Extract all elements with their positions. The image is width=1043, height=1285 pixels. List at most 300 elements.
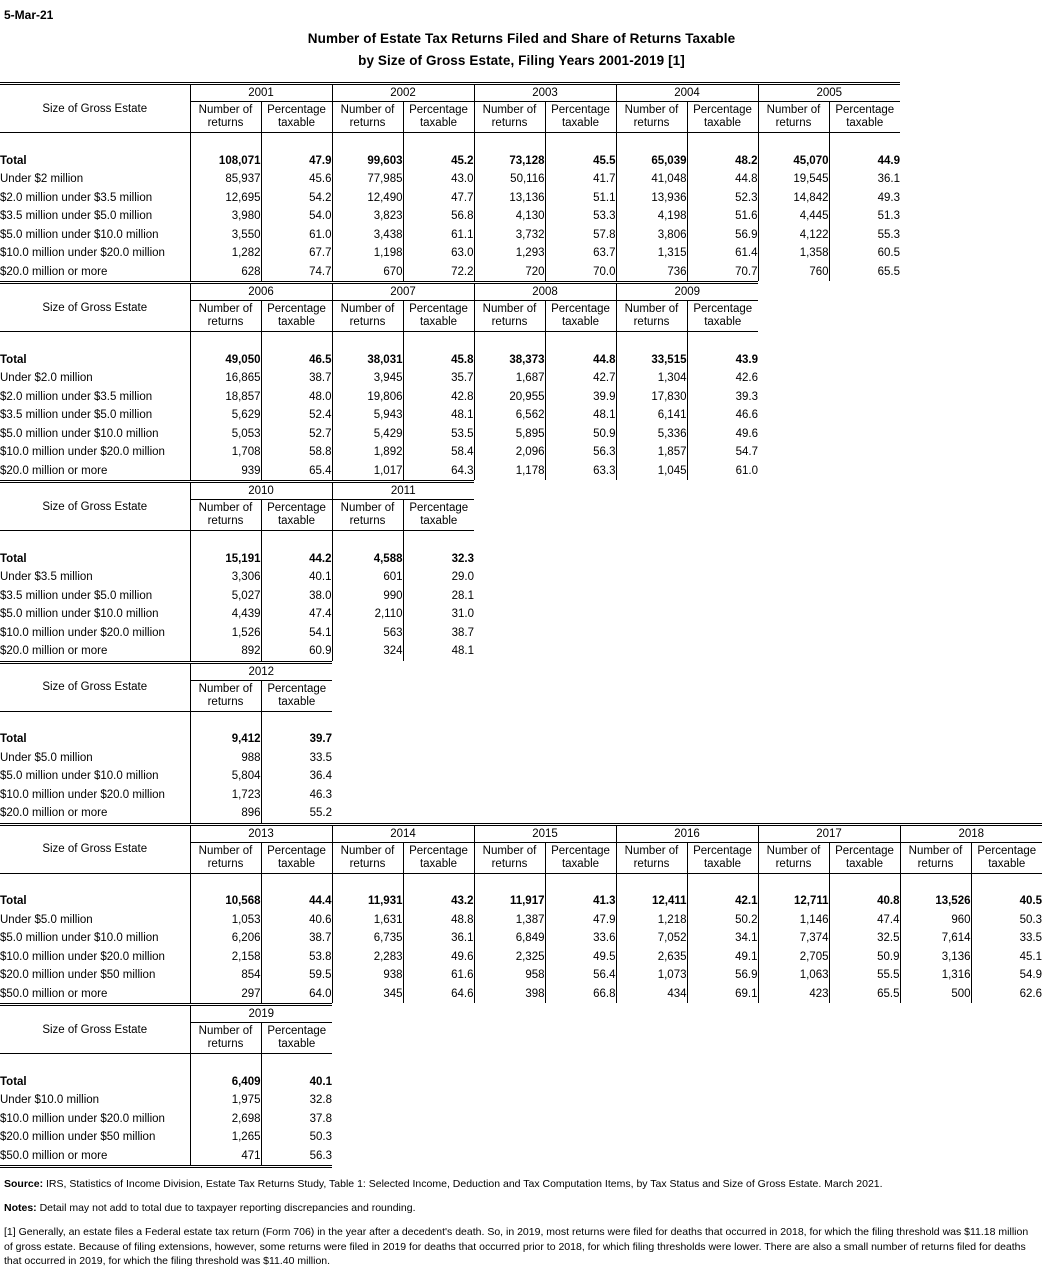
cell-percentage-taxable: 50.3 <box>261 1128 332 1147</box>
cell-number-of-returns: 5,804 <box>190 767 261 786</box>
cell-percentage-taxable: 57.8 <box>545 226 616 245</box>
cell-number-of-returns: 19,545 <box>758 170 829 189</box>
table-row <box>0 1128 332 1147</box>
cell-number-of-returns: 1,631 <box>332 911 403 930</box>
col-header-number-of-returns: Number of returns <box>758 842 829 873</box>
cell-percentage-taxable: 32.5 <box>829 929 900 948</box>
cell-number-of-returns: 12,490 <box>332 189 403 208</box>
cell-percentage-taxable: 44.2 <box>261 550 332 569</box>
cell-percentage-taxable: 61.1 <box>403 226 474 245</box>
cell-number-of-returns: 108,071 <box>190 152 261 171</box>
spacer-cell <box>474 873 545 892</box>
row-label: $20.0 million or more <box>0 804 190 823</box>
cell-percentage-taxable: 38.7 <box>261 929 332 948</box>
year-header-2012: 2012 <box>190 662 332 680</box>
row-label: Under $3.5 million <box>0 568 190 587</box>
spacer-cell <box>616 133 687 152</box>
cell-percentage-taxable: 48.1 <box>403 642 474 661</box>
table-row <box>0 351 758 370</box>
cell-number-of-returns: 988 <box>190 749 261 768</box>
document-date: 5-Mar-21 <box>4 8 54 22</box>
source-text: IRS, Statistics of Income Division, Estate Tax Returns Study, Table 1: Selected Income, Deduction and Tax Computation Items, by Tax Status and Size of Gross Estate. March 2021. <box>43 1178 883 1190</box>
year-header-row <box>0 662 332 680</box>
table-row <box>0 587 474 606</box>
cell-percentage-taxable: 32.3 <box>403 550 474 569</box>
cell-percentage-taxable: 39.3 <box>687 388 758 407</box>
cell-number-of-returns: 2,705 <box>758 948 829 967</box>
cell-percentage-taxable: 54.9 <box>971 966 1042 985</box>
year-header-2018: 2018 <box>900 824 1042 842</box>
year-header-2005: 2005 <box>758 84 900 102</box>
cell-percentage-taxable: 58.8 <box>261 443 332 462</box>
cell-percentage-taxable: 64.6 <box>403 985 474 1004</box>
spacer-cell <box>474 133 545 152</box>
row-label: $5.0 million under $10.0 million <box>0 226 190 245</box>
cell-percentage-taxable: 60.9 <box>261 642 332 661</box>
cell-number-of-returns: 960 <box>900 911 971 930</box>
cell-percentage-taxable: 47.9 <box>545 911 616 930</box>
cell-number-of-returns: 6,409 <box>190 1073 261 1092</box>
cell-number-of-returns: 3,136 <box>900 948 971 967</box>
cell-percentage-taxable: 54.2 <box>261 189 332 208</box>
cell-number-of-returns: 10,568 <box>190 892 261 911</box>
spacer-cell <box>261 133 332 152</box>
col-header-percentage-taxable: Percentage taxable <box>261 842 332 873</box>
table-row <box>0 767 332 786</box>
cell-number-of-returns: 1,316 <box>900 966 971 985</box>
row-label: Total <box>0 730 190 749</box>
cell-number-of-returns: 12,411 <box>616 892 687 911</box>
col-header-percentage-taxable: Percentage taxable <box>403 842 474 873</box>
cell-percentage-taxable: 45.5 <box>545 152 616 171</box>
cell-number-of-returns: 15,191 <box>190 550 261 569</box>
cell-percentage-taxable: 50.2 <box>687 911 758 930</box>
cell-number-of-returns: 38,031 <box>332 351 403 370</box>
cell-percentage-taxable: 53.8 <box>261 948 332 967</box>
table-row <box>0 1073 332 1092</box>
cell-number-of-returns: 14,842 <box>758 189 829 208</box>
table-row <box>0 152 900 171</box>
spacer-cell <box>616 873 687 892</box>
row-label: Under $2 million <box>0 170 190 189</box>
col-header-percentage-taxable: Percentage taxable <box>971 842 1042 873</box>
spacer-cell <box>758 133 829 152</box>
cell-number-of-returns: 1,045 <box>616 462 687 481</box>
cell-percentage-taxable: 58.4 <box>403 443 474 462</box>
spacer-cell <box>332 332 403 351</box>
cell-number-of-returns: 760 <box>758 263 829 282</box>
cell-percentage-taxable: 72.2 <box>403 263 474 282</box>
year-header-2015: 2015 <box>474 824 616 842</box>
cell-number-of-returns: 13,526 <box>900 892 971 911</box>
spacer-cell <box>687 332 758 351</box>
cell-number-of-returns: 4,198 <box>616 207 687 226</box>
year-header-2003: 2003 <box>474 84 616 102</box>
row-header-label: Size of Gross Estate <box>0 482 190 531</box>
cell-number-of-returns: 1,017 <box>332 462 403 481</box>
cell-percentage-taxable: 54.7 <box>687 443 758 462</box>
spacer-cell <box>261 1054 332 1073</box>
cell-percentage-taxable: 44.4 <box>261 892 332 911</box>
row-label: $20.0 million or more <box>0 263 190 282</box>
cell-number-of-returns: 50,116 <box>474 170 545 189</box>
spacer-cell <box>403 133 474 152</box>
row-header-label: Size of Gross Estate <box>0 824 190 873</box>
row-label: $10.0 million under $20.0 million <box>0 786 190 805</box>
cell-percentage-taxable: 60.5 <box>829 244 900 263</box>
row-label: $20.0 million or more <box>0 642 190 661</box>
cell-number-of-returns: 1,304 <box>616 369 687 388</box>
cell-percentage-taxable: 61.0 <box>261 226 332 245</box>
spacer-cell <box>190 1054 261 1073</box>
cell-percentage-taxable: 55.3 <box>829 226 900 245</box>
year-block-table <box>0 480 474 661</box>
cell-percentage-taxable: 48.0 <box>261 388 332 407</box>
table-row <box>0 1091 332 1110</box>
cell-percentage-taxable: 34.1 <box>687 929 758 948</box>
cell-number-of-returns: 6,562 <box>474 406 545 425</box>
cell-number-of-returns: 3,550 <box>190 226 261 245</box>
spacer-cell <box>900 873 971 892</box>
row-label: Total <box>0 1073 190 1092</box>
col-header-percentage-taxable: Percentage taxable <box>545 301 616 332</box>
title-line-2: by Size of Gross Estate, Filing Years 2001-2019 [1] <box>358 53 685 68</box>
cell-percentage-taxable: 28.1 <box>403 587 474 606</box>
row-header-label: Size of Gross Estate <box>0 283 190 332</box>
cell-percentage-taxable: 51.1 <box>545 189 616 208</box>
row-label: $20.0 million under $50 million <box>0 1128 190 1147</box>
col-header-percentage-taxable: Percentage taxable <box>261 301 332 332</box>
cell-percentage-taxable: 41.7 <box>545 170 616 189</box>
cell-number-of-returns: 563 <box>332 624 403 643</box>
cell-number-of-returns: 1,282 <box>190 244 261 263</box>
col-header-number-of-returns: Number of returns <box>616 301 687 332</box>
table-row <box>0 804 332 823</box>
year-header-2016: 2016 <box>616 824 758 842</box>
spacer-cell <box>0 873 190 892</box>
spacer-cell <box>545 332 616 351</box>
cell-number-of-returns: 6,206 <box>190 929 261 948</box>
cell-percentage-taxable: 29.0 <box>403 568 474 587</box>
cell-number-of-returns: 938 <box>332 966 403 985</box>
row-label: $50.0 million or more <box>0 1147 190 1167</box>
cell-number-of-returns: 2,635 <box>616 948 687 967</box>
col-header-percentage-taxable: Percentage taxable <box>261 500 332 531</box>
cell-number-of-returns: 11,931 <box>332 892 403 911</box>
col-header-number-of-returns: Number of returns <box>332 301 403 332</box>
cell-percentage-taxable: 50.3 <box>971 911 1042 930</box>
cell-number-of-returns: 3,732 <box>474 226 545 245</box>
cell-percentage-taxable: 63.0 <box>403 244 474 263</box>
cell-number-of-returns: 628 <box>190 263 261 282</box>
spacer-cell <box>971 873 1042 892</box>
cell-percentage-taxable: 44.8 <box>545 351 616 370</box>
table-row <box>0 369 758 388</box>
cell-percentage-taxable: 38.0 <box>261 587 332 606</box>
table-row <box>0 605 474 624</box>
cell-percentage-taxable: 42.1 <box>687 892 758 911</box>
col-header-number-of-returns: Number of returns <box>474 842 545 873</box>
cell-percentage-taxable: 48.2 <box>687 152 758 171</box>
cell-percentage-taxable: 51.6 <box>687 207 758 226</box>
cell-percentage-taxable: 45.2 <box>403 152 474 171</box>
cell-percentage-taxable: 54.1 <box>261 624 332 643</box>
cell-percentage-taxable: 61.0 <box>687 462 758 481</box>
cell-percentage-taxable: 38.7 <box>403 624 474 643</box>
cell-percentage-taxable: 43.9 <box>687 351 758 370</box>
cell-number-of-returns: 99,603 <box>332 152 403 171</box>
cell-number-of-returns: 434 <box>616 985 687 1004</box>
year-header-2001: 2001 <box>190 84 332 102</box>
cell-number-of-returns: 2,158 <box>190 948 261 967</box>
page-title <box>0 28 1043 72</box>
cell-number-of-returns: 9,412 <box>190 730 261 749</box>
table-row <box>0 462 758 481</box>
year-header-row <box>0 1005 332 1023</box>
col-header-number-of-returns: Number of returns <box>190 842 261 873</box>
source-note <box>4 1177 1039 1192</box>
cell-number-of-returns: 939 <box>190 462 261 481</box>
cell-percentage-taxable: 33.5 <box>971 929 1042 948</box>
year-header-2002: 2002 <box>332 84 474 102</box>
cell-percentage-taxable: 63.3 <box>545 462 616 481</box>
cell-number-of-returns: 1,198 <box>332 244 403 263</box>
cell-percentage-taxable: 51.3 <box>829 207 900 226</box>
cell-number-of-returns: 5,629 <box>190 406 261 425</box>
table-row <box>0 624 474 643</box>
cell-number-of-returns: 1,218 <box>616 911 687 930</box>
col-header-percentage-taxable: Percentage taxable <box>687 842 758 873</box>
spacer-cell <box>261 332 332 351</box>
cell-percentage-taxable: 46.3 <box>261 786 332 805</box>
cell-percentage-taxable: 35.7 <box>403 369 474 388</box>
spacer-cell <box>332 531 403 550</box>
cell-number-of-returns: 1,073 <box>616 966 687 985</box>
table-row <box>0 263 900 282</box>
cell-percentage-taxable: 52.3 <box>687 189 758 208</box>
cell-number-of-returns: 1,975 <box>190 1091 261 1110</box>
cell-percentage-taxable: 50.9 <box>829 948 900 967</box>
cell-percentage-taxable: 55.5 <box>829 966 900 985</box>
cell-percentage-taxable: 48.1 <box>403 406 474 425</box>
table-row <box>0 406 758 425</box>
table-row <box>0 207 900 226</box>
cell-percentage-taxable: 44.8 <box>687 170 758 189</box>
col-header-percentage-taxable: Percentage taxable <box>687 102 758 133</box>
cell-number-of-returns: 1,178 <box>474 462 545 481</box>
col-header-number-of-returns: Number of returns <box>616 102 687 133</box>
cell-percentage-taxable: 33.5 <box>261 749 332 768</box>
spacer-cell <box>829 133 900 152</box>
cell-percentage-taxable: 49.1 <box>687 948 758 967</box>
cell-number-of-returns: 1,063 <box>758 966 829 985</box>
spacer-cell <box>829 873 900 892</box>
cell-percentage-taxable: 56.9 <box>687 966 758 985</box>
cell-percentage-taxable: 52.7 <box>261 425 332 444</box>
cell-number-of-returns: 5,895 <box>474 425 545 444</box>
cell-percentage-taxable: 61.6 <box>403 966 474 985</box>
cell-number-of-returns: 6,849 <box>474 929 545 948</box>
table-row <box>0 985 1042 1004</box>
cell-percentage-taxable: 40.1 <box>261 568 332 587</box>
row-label: Total <box>0 152 190 171</box>
cell-number-of-returns: 4,588 <box>332 550 403 569</box>
cell-number-of-returns: 423 <box>758 985 829 1004</box>
cell-number-of-returns: 11,917 <box>474 892 545 911</box>
cell-number-of-returns: 18,857 <box>190 388 261 407</box>
spacer-cell <box>0 711 190 730</box>
row-label: $5.0 million under $10.0 million <box>0 605 190 624</box>
cell-percentage-taxable: 63.7 <box>545 244 616 263</box>
spacer-row <box>0 1054 332 1073</box>
table-row <box>0 170 900 189</box>
col-header-percentage-taxable: Percentage taxable <box>829 102 900 133</box>
row-label: Under $5.0 million <box>0 911 190 930</box>
cell-percentage-taxable: 39.9 <box>545 388 616 407</box>
cell-number-of-returns: 1,857 <box>616 443 687 462</box>
cell-number-of-returns: 1,053 <box>190 911 261 930</box>
cell-number-of-returns: 3,438 <box>332 226 403 245</box>
cell-number-of-returns: 3,306 <box>190 568 261 587</box>
cell-number-of-returns: 12,711 <box>758 892 829 911</box>
cell-percentage-taxable: 45.8 <box>403 351 474 370</box>
title-line-1: Number of Estate Tax Returns Filed and Share of Returns Taxable <box>307 31 736 46</box>
row-header-label: Size of Gross Estate <box>0 662 190 711</box>
cell-number-of-returns: 41,048 <box>616 170 687 189</box>
cell-number-of-returns: 5,053 <box>190 425 261 444</box>
cell-percentage-taxable: 56.9 <box>687 226 758 245</box>
cell-number-of-returns: 38,373 <box>474 351 545 370</box>
cell-number-of-returns: 896 <box>190 804 261 823</box>
cell-number-of-returns: 1,146 <box>758 911 829 930</box>
cell-percentage-taxable: 40.8 <box>829 892 900 911</box>
cell-number-of-returns: 3,806 <box>616 226 687 245</box>
year-block-table <box>0 1003 332 1168</box>
row-label: Total <box>0 550 190 569</box>
year-header-2007: 2007 <box>332 283 474 301</box>
cell-percentage-taxable: 46.5 <box>261 351 332 370</box>
year-header-2013: 2013 <box>190 824 332 842</box>
spacer-cell <box>0 133 190 152</box>
cell-number-of-returns: 601 <box>332 568 403 587</box>
spacer-cell <box>190 531 261 550</box>
table-row <box>0 1147 332 1167</box>
year-header-2006: 2006 <box>190 283 332 301</box>
cell-number-of-returns: 990 <box>332 587 403 606</box>
cell-number-of-returns: 19,806 <box>332 388 403 407</box>
cell-number-of-returns: 4,439 <box>190 605 261 624</box>
cell-percentage-taxable: 43.2 <box>403 892 474 911</box>
cell-percentage-taxable: 40.5 <box>971 892 1042 911</box>
col-header-number-of-returns: Number of returns <box>332 842 403 873</box>
cell-number-of-returns: 2,110 <box>332 605 403 624</box>
col-header-number-of-returns: Number of returns <box>190 680 261 711</box>
cell-percentage-taxable: 59.5 <box>261 966 332 985</box>
year-header-2014: 2014 <box>332 824 474 842</box>
cell-number-of-returns: 4,122 <box>758 226 829 245</box>
row-label: Total <box>0 892 190 911</box>
table-row <box>0 786 332 805</box>
spacer-row <box>0 711 332 730</box>
year-header-2004: 2004 <box>616 84 758 102</box>
cell-percentage-taxable: 47.4 <box>261 605 332 624</box>
table-row <box>0 730 332 749</box>
col-header-percentage-taxable: Percentage taxable <box>829 842 900 873</box>
year-block-table <box>0 823 1042 1004</box>
cell-percentage-taxable: 64.0 <box>261 985 332 1004</box>
cell-number-of-returns: 20,955 <box>474 388 545 407</box>
cell-number-of-returns: 1,723 <box>190 786 261 805</box>
table-row <box>0 892 1042 911</box>
cell-number-of-returns: 49,050 <box>190 351 261 370</box>
cell-number-of-returns: 324 <box>332 642 403 661</box>
spacer-cell <box>545 133 616 152</box>
cell-number-of-returns: 720 <box>474 263 545 282</box>
cell-number-of-returns: 16,865 <box>190 369 261 388</box>
cell-percentage-taxable: 40.6 <box>261 911 332 930</box>
spacer-cell <box>403 531 474 550</box>
spacer-cell <box>190 711 261 730</box>
cell-percentage-taxable: 31.0 <box>403 605 474 624</box>
cell-percentage-taxable: 62.6 <box>971 985 1042 1004</box>
cell-percentage-taxable: 47.4 <box>829 911 900 930</box>
spacer-row <box>0 133 900 152</box>
table-row <box>0 948 1042 967</box>
cell-percentage-taxable: 55.2 <box>261 804 332 823</box>
year-header-2011: 2011 <box>332 482 474 500</box>
cell-number-of-returns: 2,698 <box>190 1110 261 1129</box>
table-row <box>0 550 474 569</box>
col-header-number-of-returns: Number of returns <box>332 500 403 531</box>
row-label: $10.0 million under $20.0 million <box>0 443 190 462</box>
row-label: $5.0 million under $10.0 million <box>0 929 190 948</box>
row-label: $50.0 million or more <box>0 985 190 1004</box>
cell-percentage-taxable: 65.5 <box>829 985 900 1004</box>
year-block-table <box>0 281 758 480</box>
spacer-cell <box>261 711 332 730</box>
cell-percentage-taxable: 48.1 <box>545 406 616 425</box>
col-header-percentage-taxable: Percentage taxable <box>687 301 758 332</box>
col-header-percentage-taxable: Percentage taxable <box>261 1023 332 1054</box>
cell-percentage-taxable: 56.8 <box>403 207 474 226</box>
cell-number-of-returns: 854 <box>190 966 261 985</box>
cell-percentage-taxable: 36.1 <box>829 170 900 189</box>
source-label: Source: <box>4 1178 44 1190</box>
cell-number-of-returns: 13,936 <box>616 189 687 208</box>
cell-number-of-returns: 1,387 <box>474 911 545 930</box>
cell-number-of-returns: 7,614 <box>900 929 971 948</box>
cell-percentage-taxable: 53.3 <box>545 207 616 226</box>
cell-percentage-taxable: 37.8 <box>261 1110 332 1129</box>
cell-number-of-returns: 892 <box>190 642 261 661</box>
cell-percentage-taxable: 32.8 <box>261 1091 332 1110</box>
cell-percentage-taxable: 42.6 <box>687 369 758 388</box>
row-label: $10.0 million under $20.0 million <box>0 244 190 263</box>
year-header-2019: 2019 <box>190 1005 332 1023</box>
cell-number-of-returns: 65,039 <box>616 152 687 171</box>
cell-percentage-taxable: 67.7 <box>261 244 332 263</box>
year-block-table <box>0 82 900 281</box>
cell-percentage-taxable: 42.8 <box>403 388 474 407</box>
row-label: Total <box>0 351 190 370</box>
table-row <box>0 568 474 587</box>
cell-number-of-returns: 500 <box>900 985 971 1004</box>
cell-percentage-taxable: 45.1 <box>971 948 1042 967</box>
col-header-percentage-taxable: Percentage taxable <box>403 102 474 133</box>
row-label: Under $2.0 million <box>0 369 190 388</box>
cell-number-of-returns: 12,695 <box>190 189 261 208</box>
row-label: $3.5 million under $5.0 million <box>0 207 190 226</box>
